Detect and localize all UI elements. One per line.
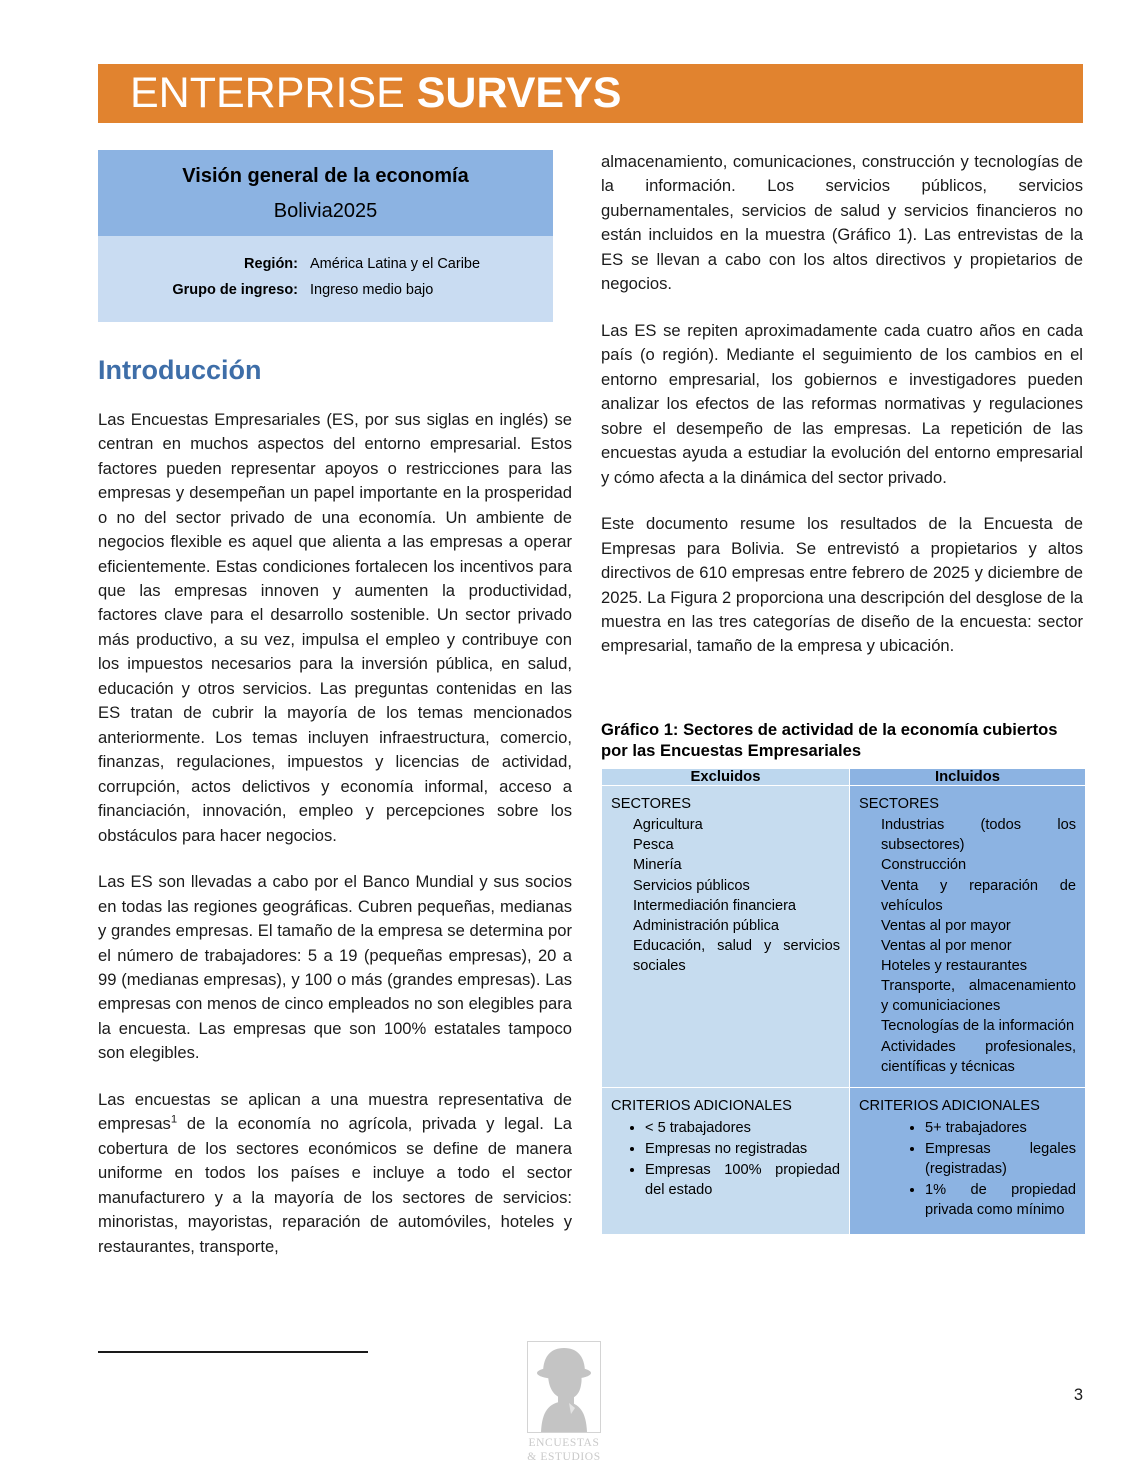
list-item: • < 5 trabajadores <box>645 1118 840 1138</box>
footnote-separator-rule <box>98 1351 368 1353</box>
infobox-body <box>98 236 553 322</box>
right-paragraph-2: Las ES se repiten aproximadamente cada cuatro años en cada país (o región). Mediante el seguimiento de los cambios en el entorno empresarial, los gobiernos e investigadores pueden analizar los efectos de las reformas normativas y regulaciones sobre el desempeño de las empresas. La repetición de las encuestas ayuda a estudiar la evolución del entorno empresarial y cómo afecta a la dinámica del sector privado. <box>601 320 1083 487</box>
list-item: Educación, salud y servicios sociales <box>633 937 840 975</box>
section-heading-introduccion: Introducción <box>98 355 262 385</box>
list-item: • Empresas 100% propiedad del estado <box>645 1160 840 1200</box>
infobox-row-income-group <box>98 282 553 298</box>
list-item: • Empresas legales (registradas) <box>925 1139 1076 1179</box>
excluded-criteria-list <box>611 1118 840 1201</box>
left-column <box>98 150 572 1259</box>
list-item: Servicios públicos <box>633 877 750 894</box>
infobox-header <box>98 150 553 236</box>
right-paragraph-3: Este documento resume los resultados de la Encuesta de Empresas para Bolivia. Se entrevistó a propietarios y altos directivos de 610 empresas entre febrero de 2025 y diciembre de 2025. La Figura 2 proporciona una descripción del desglose de la muestra en las tres categorías de diseño de la encuesta: sector empresarial, tamaño de la empresa y ubicación. <box>601 514 1083 656</box>
right-column <box>601 150 1083 1235</box>
grafico1-caption: Gráfico 1: Sectores de actividad de la economía cubiertos por las Encuestas Empresariales <box>601 719 1058 761</box>
table-header-row <box>602 769 1086 786</box>
infobox-row-region <box>98 256 553 272</box>
excluded-sectors-list <box>611 815 840 976</box>
list-item: Venta y reparación de vehículos <box>881 877 1076 914</box>
excluded-criteria-label: CRITERIOS ADICIONALES <box>611 1097 792 1114</box>
included-sectors-list <box>859 815 1076 1077</box>
list-item: Construcción <box>881 857 967 874</box>
table-row-criterios <box>602 1087 1086 1234</box>
logo-text-line1: ENCUESTAS <box>528 1437 600 1449</box>
list-item: Tecnologías de la información <box>881 1018 1075 1035</box>
list-item: Administración pública <box>633 917 780 934</box>
person-silhouette-icon <box>528 1342 600 1432</box>
column-header-excluidos: Excluidos <box>602 769 850 786</box>
right-paragraph-1: almacenamiento, comunicaciones, construcción y tecnologías de la información. Los servicios públicos, servicios gubernamentales, servicios de salud y servicios financieros no están incluidos en la muestra (Gráfico 1). Las entrevistas de la ES se llevan a cabo con los altos directivos y propietarios de negocios. <box>601 152 1083 294</box>
list-item: • Empresas no registradas <box>645 1139 840 1159</box>
logo-text <box>519 1436 609 1465</box>
list-item: Minería <box>633 857 682 874</box>
list-item: • 1% de propiedad privada como mínimo <box>925 1180 1076 1220</box>
intro-paragraph-2: Las ES son llevadas a cabo por el Banco Mundial y sus socios en todas las regiones geográficas. Cubren pequeñas, medianas y grandes empresas. El tamaño de la empresa se determina por el número de trabajadores: 5 a 19 (pequeñas empresas), 20 a 99 (medianas empresas), y 100 o más (grandes empresas). Las empresas con menos de cinco empleados no son elegibles para la encuesta. Las empresas que son 100% estatales tampoco son elegibles. <box>98 872 572 1063</box>
banner-word-enterprise: ENTERPRISE <box>130 69 405 117</box>
column-header-incluidos: Incluidos <box>850 769 1086 786</box>
list-item: Agricultura <box>633 817 703 834</box>
cell-included-criteria <box>850 1087 1086 1234</box>
infobox-title: Visión general de la economía <box>182 165 469 187</box>
region-value: América Latina y el Caribe <box>310 256 481 272</box>
income-group-label: Grupo de ingreso: <box>172 282 298 298</box>
infobox-country-year: Bolivia2025 <box>273 200 378 222</box>
income-group-value: Ingreso medio bajo <box>310 282 434 298</box>
banner-word-surveys: SURVEYS <box>416 69 622 117</box>
footnote-marker-1: 1 <box>170 1113 178 1126</box>
page-number: 3 <box>1073 1386 1083 1404</box>
encuestas-estudios-logo <box>519 1341 609 1465</box>
intro-paragraph-3 <box>98 1088 572 1259</box>
intro-paragraph-3-part1: Las encuestas se aplican a una muestra representativa de empresas <box>98 1089 572 1134</box>
enterprise-surveys-banner <box>98 64 1083 123</box>
intro-paragraph-3-part2: de la economía no agrícola, privada y legal. La cobertura de los sectores económicos se define de manera uniforme en todos los países e incluye a todo el sector manufacturero y a la mayoría de los sectores de servicios: minoristas, mayoristas, reparación de automóviles, hoteles y restaurantes, transporte, <box>98 1114 572 1256</box>
list-item: Ventas al por mayor <box>881 917 1011 934</box>
region-label: Región: <box>244 256 298 272</box>
list-item: Industrias (todos los subsectores) <box>881 817 1076 854</box>
list-item: Transporte, almacenamiento y comuniciaciones <box>881 978 1076 1015</box>
included-criteria-list <box>859 1118 1076 1221</box>
cell-excluded-sectors <box>602 786 850 1088</box>
grafico1-table <box>601 768 1086 1235</box>
included-sectors-label: SECTORES <box>859 796 940 813</box>
cell-included-sectors <box>850 786 1086 1088</box>
included-criteria-label: CRITERIOS ADICIONALES <box>859 1097 1040 1114</box>
logo-text-line2: & ESTUDIOS <box>527 1451 601 1464</box>
list-item: Hoteles y restaurantes <box>881 958 1028 975</box>
intro-paragraph-1: Las Encuestas Empresariales (ES, por sus siglas en inglés) se centran en muchos aspectos del entorno empresarial. Estos factores pueden representar apoyos o restricciones para las empresas y desempeñan un papel importante en la prosperidad o no del sector privado de una economía. Un ambiente de negocios flexible es aquel que alienta a las empresas a operar eficientemente. Estas condiciones fortalecen los incentivos para que las empresas innoven y aumenten la productividad, factores clave para el desarrollo sostenible. Un sector privado más productivo, a su vez, impulsa el empleo y contribuye con los impuestos necesarios para la inversión pública, en salud, educación y otros servicios. Las preguntas contenidas en las ES tratan de cubrir la mayoría de los temas mencionados anteriormente. Los temas incluyen infraestructura, comercio, finanzas, regulaciones, impuestos y licencias de actividad, corrupción, actos delictivos y economía informal, acceso a financiación, innovación, empleo y percepciones sobre los obstáculos para hacer negocios. <box>98 409 572 845</box>
excluded-sectors-label: SECTORES <box>611 796 692 813</box>
list-item: Intermediación financiera <box>633 897 797 914</box>
logo-portrait-frame <box>527 1341 601 1433</box>
list-item: Pesca <box>633 837 674 854</box>
table-row-sectores <box>602 786 1086 1088</box>
banner-title <box>98 69 622 117</box>
economy-overview-infobox <box>98 150 553 322</box>
list-item: Ventas al por menor <box>881 937 1012 954</box>
cell-excluded-criteria <box>602 1087 850 1234</box>
list-item: Actividades profesionales, científicas y técnicas <box>881 1038 1076 1075</box>
list-item: • 5+ trabajadores <box>925 1118 1076 1138</box>
